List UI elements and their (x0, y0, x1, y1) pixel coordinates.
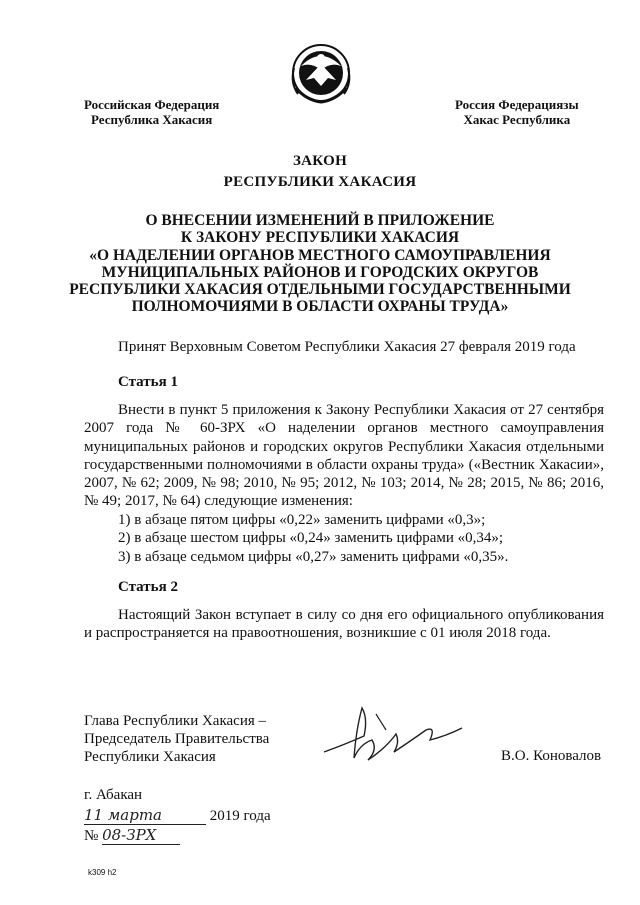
article-2-heading: Статья 2 (118, 579, 178, 595)
position-line2: Председатель Правительства (84, 731, 270, 747)
subject-line5: РЕСПУБЛИКИ ХАКАСИЯ ОТДЕЛЬНЫМИ ГОСУДАРСТВЕННЫМИ (69, 281, 571, 299)
header-right (455, 97, 579, 127)
signing-date (84, 806, 271, 825)
article-1-heading: Статья 1 (118, 374, 178, 390)
signer-name: В.О. Коновалов (501, 748, 602, 764)
header-left (84, 97, 219, 127)
coat-of-arms-icon (276, 28, 366, 118)
list-item: 2) в абзаце шестом цифры «0,24» заменить цифрами «0,34»; (118, 530, 504, 547)
handwritten-signature (316, 700, 466, 770)
law-title (60, 151, 580, 193)
list-item: 1) в абзаце пятом цифры «0,22» заменить цифрами «0,3»; (118, 512, 486, 528)
header-left-country: Российская Федерация (84, 97, 220, 112)
handwritten-number: 08-ЗРХ (102, 826, 180, 845)
article-1-items (118, 511, 508, 566)
subject-line1: О ВНЕСЕНИИ ИЗМЕНЕНИЙ В ПРИЛОЖЕНИЕ (145, 212, 495, 229)
place-of-signing: г. Абакан (84, 787, 143, 803)
subject-line3: «О НАДЕЛЕНИИ ОРГАНОВ МЕСТНОГО САМОУПРАВЛЕНИЯ (89, 246, 551, 264)
law-title-line1: ЗАКОН (292, 153, 348, 169)
adoption-note: Принят Верховным Советом Республики Хакасия 27 февраля 2019 года (118, 339, 576, 355)
date-year: 2019 года (209, 808, 271, 824)
law-subject (60, 212, 580, 316)
header-left-republic: Республика Хакасия (91, 112, 213, 127)
law-number (84, 826, 180, 845)
subject-line6: ПОЛНОМОЧИЯМИ В ОБЛАСТИ ОХРАНЫ ТРУДА» (131, 298, 509, 316)
article-1-text: Внести в пункт 5 приложения к Закону Республики Хакасия от 27 сентября 2007 года № 60-ЗРХ «О наделении органов местного самоуправления муниципальных районов и городских округов Республики Хакасия отдельными государственными полномочиями в области охраны труда» («Вестник Хакасии», 2007, № 62; 2009, № 98; 2010, № 95; 2012, № 103; 2014, № 28; 2015, № 86; 2016, № 49; 2017, № 64) следующие изменения: (84, 402, 604, 510)
law-title-line2: РЕСПУБЛИКИ ХАКАСИЯ (223, 174, 417, 190)
article-2-text: Настоящий Закон вступает в силу со дня его официального опубликования и распространяется на правоотношения, возникшие с 01 июля 2018 года. (84, 607, 604, 642)
number-prefix: № (84, 828, 99, 844)
footer-code: k309 h2 (88, 868, 117, 877)
position-line1: Глава Республики Хакасия – (84, 713, 267, 729)
subject-line4: МУНИЦИПАЛЬНЫХ РАЙОНОВ И ГОРОДСКИХ ОКРУГОВ (101, 263, 539, 281)
signatory-position (84, 712, 269, 766)
handwritten-date: 11 марта (84, 806, 206, 825)
header-right-republic: Хакас Республика (463, 112, 571, 127)
subject-line2: К ЗАКОНУ РЕСПУБЛИКИ ХАКАСИЯ (180, 229, 460, 247)
position-line3: Республики Хакасия (84, 749, 216, 765)
article-2-body (84, 606, 604, 643)
list-item: 3) в абзаце седьмом цифры «0,27» заменить цифрами «0,35». (118, 548, 509, 565)
header-right-country: Россия Федерациязы (455, 97, 579, 112)
article-1-body (84, 401, 604, 511)
